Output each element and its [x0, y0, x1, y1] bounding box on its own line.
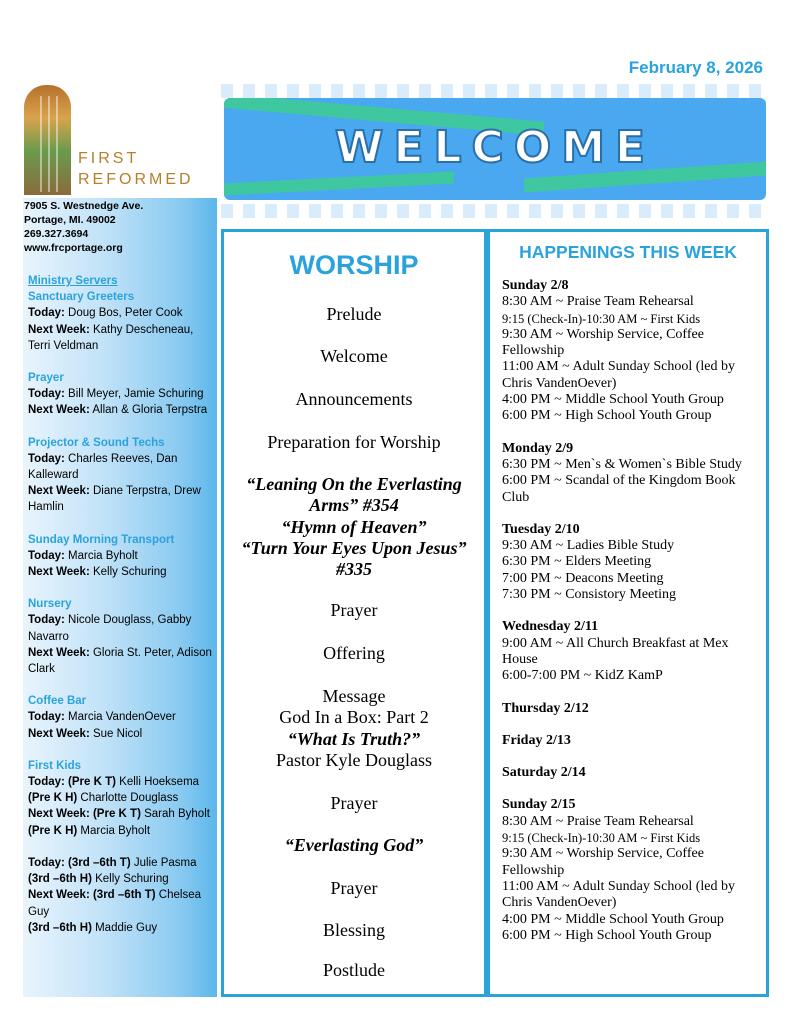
- spacer: [502, 781, 764, 797]
- worship-item: Announcements: [295, 389, 413, 409]
- ministry-line-names: Charles Reeves, Dan Kalleward: [28, 452, 178, 482]
- ministry-line-names: Charlotte Douglass: [77, 792, 179, 805]
- ministry-line-label: Today:: [28, 452, 65, 465]
- ministry-line-names: Kelli Hoeksema: [115, 776, 200, 789]
- ministry-line-label: Today:: [28, 307, 65, 320]
- ministry-servers: [28, 273, 216, 936]
- happening-event: 7:00 PM ~ Deacons Meeting: [502, 570, 664, 586]
- ministry-line: [28, 855, 216, 871]
- happening-event: 6:00-7:00 PM ~ KidZ KamP: [502, 668, 663, 684]
- ministry-line-names: Kelly Schuring: [89, 566, 167, 579]
- church-address: [24, 199, 143, 255]
- ministry-section-head: Prayer: [28, 372, 64, 385]
- ministry-line-names: Nicole Douglass, Gabby Navarro: [28, 614, 192, 643]
- spacer: [28, 580, 216, 596]
- ministry-line-label: Next Week:: [28, 727, 90, 740]
- ministry-line: [28, 871, 216, 887]
- happening-day: Sunday 2/15: [502, 797, 576, 813]
- happening-day: Monday 2/9: [502, 440, 574, 456]
- ministry-line: [28, 402, 216, 418]
- ministry-line: [28, 451, 216, 483]
- welcome-text: WELCOME: [334, 122, 656, 173]
- spacer: [502, 717, 764, 733]
- worship-item: Message: [322, 686, 386, 706]
- address-city: Portage, MI. 49002: [24, 214, 116, 226]
- spacer: [28, 742, 216, 758]
- happening-event: 6:30 PM ~ Elders Meeting: [502, 554, 652, 570]
- spacer: [502, 425, 764, 441]
- happening-event: 4:00 PM ~ Middle School Youth Group: [502, 392, 724, 408]
- ministry-line: [28, 774, 216, 790]
- ministry-line-label: Today:: [28, 711, 65, 724]
- ministry-line: [28, 726, 216, 742]
- worship-item: Prelude: [326, 304, 382, 324]
- ministry-line-label: (Pre K H): [28, 792, 78, 805]
- happening-event: 7:30 PM ~ Consistory Meeting: [502, 587, 677, 603]
- ministry-line-label: (3rd –6th H): [28, 921, 92, 934]
- ministry-line: [28, 548, 216, 564]
- ministry-line: [28, 709, 216, 725]
- worship-item: Postlude: [322, 960, 385, 980]
- ministry-line-label: Today:: [28, 388, 65, 401]
- spacer: [28, 419, 216, 435]
- logo-line1: FIRST: [78, 150, 140, 167]
- ministry-line-label: Next Week: (3rd –6th T): [28, 889, 156, 902]
- worship-item: “Turn Your Eyes Upon Jesus” #335: [241, 538, 467, 579]
- spacer: [502, 685, 764, 701]
- happening-event: 9:30 AM ~ Worship Service, Coffee Fellowship: [502, 326, 704, 359]
- spacer: [502, 506, 764, 522]
- happening-event: 9:30 AM ~ Ladies Bible Study: [502, 538, 675, 554]
- ministry-line-label: Next Week:: [28, 323, 90, 336]
- ministry-line: [28, 790, 216, 806]
- ministry-line-names: Sue Nicol: [89, 727, 143, 740]
- ministry-line-label: Today:: [28, 549, 65, 562]
- ministry-line-label: (3rd –6th H): [28, 873, 92, 886]
- ministry-line-names: Bill Meyer, Jamie Schuring: [64, 388, 204, 401]
- ministry-line-label: Next Week:: [28, 566, 90, 579]
- ministry-line-label: Next Week:: [28, 404, 90, 417]
- worship-item: Prayer: [330, 600, 378, 620]
- spacer: [28, 677, 216, 693]
- address-website[interactable]: www.frcportage.org: [24, 242, 123, 254]
- ministry-line-label: Today: (Pre K T): [28, 776, 116, 789]
- ministry-line-label: (Pre K H): [28, 824, 78, 837]
- ministry-line: [28, 322, 216, 354]
- ministry-section-head: First Kids: [28, 759, 82, 772]
- worship-item: Pastor Kyle Douglass: [276, 750, 432, 770]
- ministry-section-head: Coffee Bar: [28, 695, 87, 708]
- ministry-section-head: Sunday Morning Transport: [28, 533, 175, 546]
- banner-top-border: [221, 84, 769, 98]
- ministry-line-names: Marcia VandenOever: [64, 711, 176, 724]
- happening-event: 8:30 AM ~ Praise Team Rehearsal: [502, 813, 694, 829]
- worship-item: Prayer: [330, 878, 378, 898]
- happening-event: 6:00 PM ~ High School Youth Group: [502, 408, 712, 424]
- worship-item: “Everlasting God”: [284, 835, 424, 855]
- ministry-line-names: Marcia Byholt: [64, 549, 138, 562]
- ministry-line: [28, 887, 216, 919]
- happening-day: Wednesday 2/11: [502, 619, 599, 635]
- happening-event: 9:15 (Check-In)-10:30 AM ~ First Kids: [502, 831, 701, 846]
- worship-title: WORSHIP: [289, 250, 419, 280]
- banner-stripe: [224, 171, 454, 196]
- church-logo: [78, 148, 194, 190]
- worship-item: “What Is Truth?”: [287, 729, 421, 749]
- ministry-line: [28, 806, 216, 822]
- stained-glass-leading: [34, 96, 60, 192]
- ministry-line: [28, 645, 216, 677]
- ministry-line-names: Sarah Byholt: [140, 808, 210, 821]
- ministry-line-label: Today:: [28, 614, 65, 627]
- worship-item: Offering: [323, 643, 385, 663]
- ministry-line: [28, 920, 216, 936]
- worship-item: “Hymn of Heaven”: [281, 517, 427, 537]
- spacer: [28, 516, 216, 532]
- happening-day: Tuesday 2/10: [502, 521, 580, 537]
- address-street: 7905 S. Westnedge Ave.: [24, 200, 144, 212]
- spacer: [502, 603, 764, 619]
- happening-day: Friday 2/13: [502, 732, 571, 748]
- happening-event: 9:30 AM ~ Worship Service, Coffee Fellowship: [502, 846, 704, 878]
- ministry-section-head: Nursery: [28, 598, 72, 611]
- ministry-line-names: Marcia Byholt: [77, 824, 151, 837]
- ministry-section-head: Sanctuary Greeters: [28, 291, 135, 304]
- ministry-line: [28, 305, 216, 321]
- happening-day: Sunday 2/8: [502, 278, 569, 293]
- ministry-line-names: Diane Terpstra, Drew Hamlin: [28, 485, 201, 514]
- happenings-title: HAPPENINGS THIS WEEK: [519, 242, 737, 262]
- worship-item: Welcome: [320, 346, 388, 366]
- banner-bottom-border: [221, 204, 769, 218]
- happening-event: 6:00 PM ~ Scandal of the Kingdom Book Club: [502, 473, 736, 505]
- ministry-line-names: Gloria St. Peter, Adison Clark: [28, 646, 212, 676]
- ministry-line: [28, 483, 216, 515]
- welcome-banner: [224, 98, 766, 200]
- ministry-line-label: Today: (3rd –6th T): [28, 856, 131, 869]
- ministry-line: [28, 823, 216, 839]
- worship-item: “Leaning On the Everlasting Arms” #354: [246, 474, 462, 515]
- happenings-list: [502, 278, 764, 944]
- ministry-line-names: Chelsea Guy: [28, 889, 201, 918]
- happening-event: 6:30 PM ~ Men`s & Women`s Bible Study: [502, 456, 742, 472]
- ministry-title: Ministry Servers: [28, 275, 118, 287]
- ministry-line-label: Next Week:: [28, 485, 90, 498]
- ministry-line-names: Kathy Descheneau, Terri Veldman: [28, 323, 194, 352]
- address-phone: 269.327.3694: [24, 228, 89, 240]
- ministry-section-head: Projector & Sound Techs: [28, 436, 165, 449]
- ministry-line-label: Next Week: (Pre K T): [28, 808, 141, 821]
- worship-item: Blessing: [322, 920, 385, 940]
- happening-day: Thursday 2/12: [502, 700, 589, 716]
- ministry-line-names: Allan & Gloria Terpstra: [89, 404, 208, 417]
- ministry-line-names: Doug Bos, Peter Cook: [64, 307, 183, 320]
- ministry-line-names: Julie Pasma: [130, 856, 197, 869]
- spacer: [28, 354, 216, 370]
- happening-event: 8:30 AM ~ Praise Team Rehearsal: [502, 294, 694, 310]
- ministry-line-names: Kelly Schuring: [91, 873, 169, 886]
- bulletin-date: February 8, 2026: [628, 58, 763, 77]
- happening-event: 4:00 PM ~ Middle School Youth Group: [502, 911, 724, 927]
- happening-event: 6:00 PM ~ High School Youth Group: [502, 927, 712, 943]
- happening-event: 11:00 AM ~ Adult Sunday School (led by Chris VandenOever): [502, 359, 736, 391]
- ministry-line: [28, 386, 216, 402]
- happening-day: Saturday 2/14: [502, 765, 586, 781]
- happening-event: 9:15 (Check-In)-10:30 AM ~ First Kids: [502, 311, 701, 326]
- happening-event: 9:00 AM ~ All Church Breakfast at Mex House: [502, 635, 729, 667]
- ministry-line-label: Next Week:: [28, 646, 90, 659]
- spacer: [502, 749, 764, 765]
- happening-event: 11:00 AM ~ Adult Sunday School (led by Chris VandenOever): [502, 878, 736, 911]
- ministry-line: [28, 564, 216, 580]
- logo-line2: REFORMED: [78, 171, 194, 188]
- ministry-line: [28, 612, 216, 644]
- worship-item: Prayer: [330, 793, 378, 813]
- spacer: [28, 839, 216, 855]
- worship-item: God In a Box: Part 2: [279, 707, 429, 727]
- ministry-line-names: Maddie Guy: [91, 921, 158, 934]
- worship-item: Preparation for Worship: [267, 432, 441, 452]
